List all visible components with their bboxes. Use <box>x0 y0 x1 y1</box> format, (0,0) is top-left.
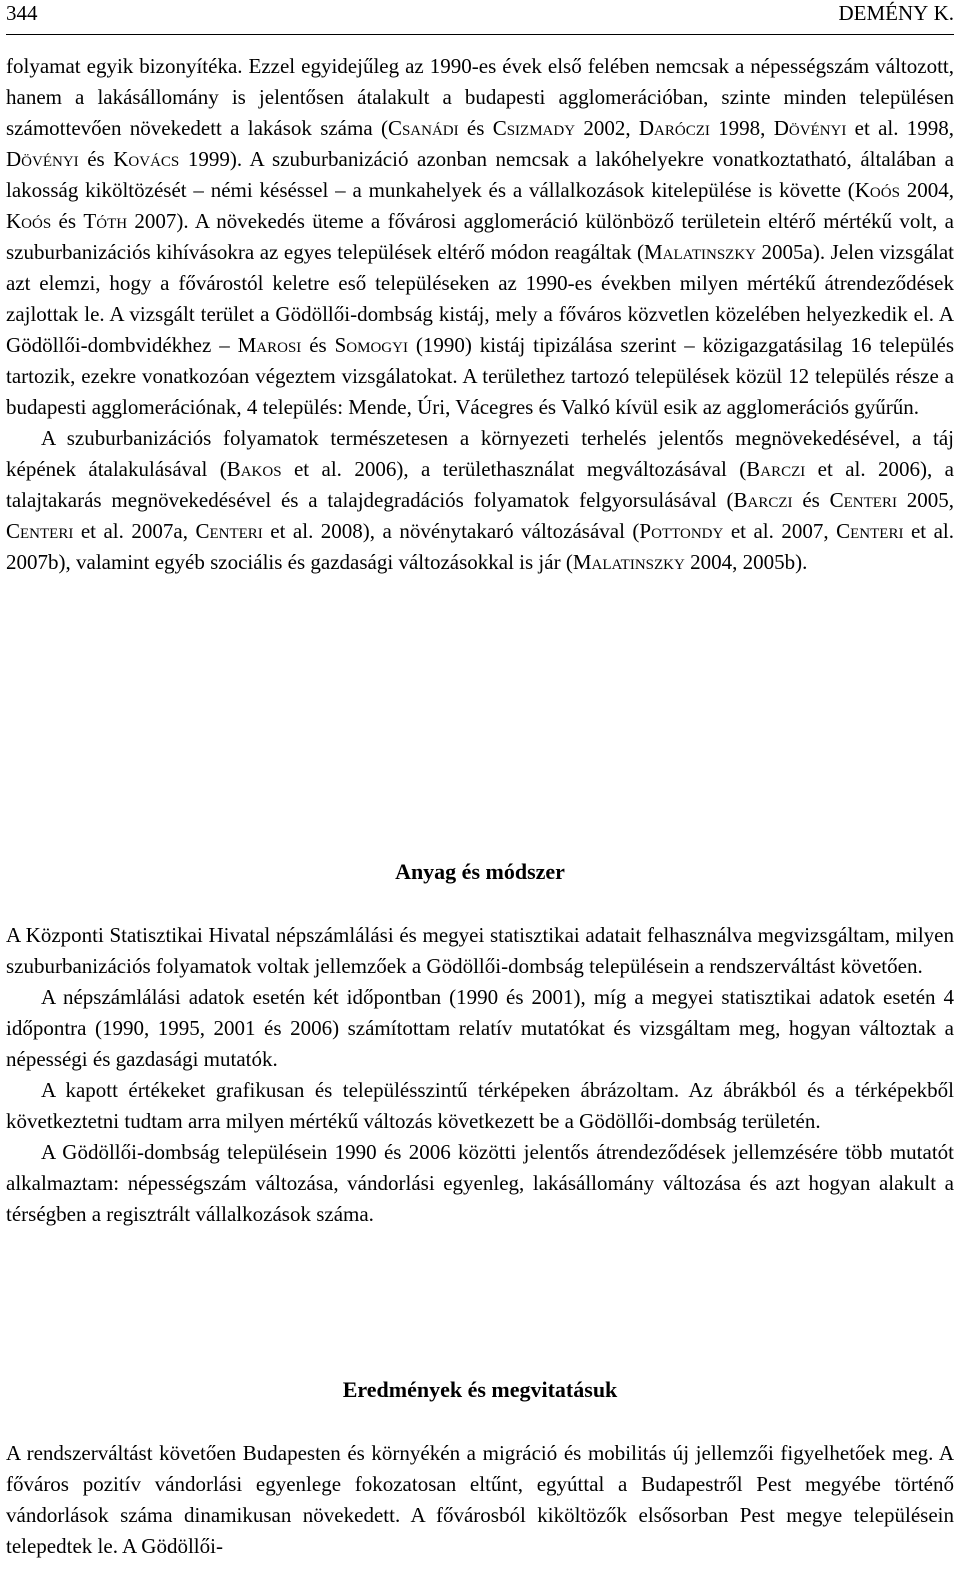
cited-author: Kovács <box>113 147 180 171</box>
page <box>6 0 955 1558</box>
methods-paragraph-2: A népszámlálási adatok esetén két időpontban (1990 és 2001), míg a megyei statisztikai adatok esetén 4 időpontra (1990, 1995, 2001 és 2006) számítottam relatív mutatókat és vizsgáltam meg, hogyan változtak a népességi és gazdasági mutatók. <box>6 985 954 1071</box>
cited-author: Koós <box>854 178 900 202</box>
cited-author: Koós <box>6 209 52 233</box>
author-initial: K. <box>933 1 954 25</box>
results-paragraph-1: A rendszerváltást követően Budapesten és környékén a migráció és mobilitás új jellemzői figyelhetőek meg. A főváros pozitív vándorlási egyenlege fokozatosan eltűnt, egyúttal a Budapestről Pest megyébe történő vándorlások száma dinamikusan növekedett. A fővárosból kiköltözők elsősorban Pest megye településein telepedtek le. A Gödöllői- <box>6 1441 954 1558</box>
author-surname-rest: EMÉNY <box>853 1 929 25</box>
methods-paragraph-3: A kapott értékeket grafikusan és településszintű térképeken ábrázoltam. Az ábrákból és a térképekből következtetni tudtam arra milyen mértékű változás következett be a Gödöllői-dombság területén. <box>6 1078 954 1133</box>
intro-paragraph-1: folyamat egyik bizonyítéka. Ezzel egyidejűleg az 1990-es évek első felében nemcsak a népességszám változott, hanem a lakásállomány is jelentősen átalakult a budapesti agglomerációban, szinte minden településen számottevően növekedett a lakások száma (Csanádi és Csizmady 2002, Daróczi 1998, Dövényi et al. 1998, Dövényi és Kovács 1999). A szuburbanizáció azonban nemcsak a lakóhelyekre vonatkoztatható, általában a lakosság kiköltözését – némi késéssel – a munkahelyek és a vállalkozások kitelepülése is követte (Koós 2004, Koós és Tóth 2007). A növekedés üteme a fővárosi agglomeráció különböző területein eltérő mértékű volt, a szuburbanizációs kihívásokra az egyes települések eltérő módon reagáltak (Malatinszky 2005a). Jelen vizsgálat azt elemzi, hogy a fővárostól keletre eső településeken az 1990-es években milyen mértékű átrendeződések zajlottak le. A vizsgált terület a Gödöllői-dombság kistáj, mely a főváros közvetlen közelében helyezkedik el. A Gödöllői-dombvidékhez – Marosi és Somogyi (1990) kistáj tipizálása szerint – közigazgatásilag 16 település tartozik, ezekre vonatkozóan végeztem vizsgálatokat. A területhez tartozó települések közül 12 település része a budapesti agglomerációnak, 4 település: Mende, Úri, Vácegres és Valkó kívül esik az agglomerációs gyűrűn. <box>6 54 955 419</box>
intro-paragraph-2: A szuburbanizációs folyamatok természetesen a környezeti terhelés jelentős megnövekedésével, a táj képének átalakulásával (Bakos et al. 2006), a területhasználat megváltozásával (Barczi et al. 2006), a talajtakarás megnövekedésével és a talajdegradációs folyamatok felgyorsulásával (Barczi és Centeri 2005, Centeri et al. 2007a, Centeri et al. 2008), a növénytakaró változásával (Pottondy et al. 2007, Centeri et al. 2007b), valamint egyéb szociális és gazdasági változásokkal is jár (Malatinszky 2004, 2005b). <box>6 426 955 574</box>
cited-author: Somogyi <box>334 333 408 357</box>
cited-author: Dövényi <box>773 116 847 140</box>
cited-author: Bakos <box>226 457 282 481</box>
cited-author: Centeri <box>6 519 74 543</box>
cited-author: Malatinszky <box>572 550 685 574</box>
results-text <box>6 1438 954 1562</box>
methods-text <box>6 920 954 1230</box>
cited-author: Barczi <box>746 457 806 481</box>
cited-author: Csanádi <box>387 116 459 140</box>
methods-paragraph-1: A Központi Statisztikai Hivatal népszámlálási és megyei statisztikai adatait felhasználva megvizsgáltam, milyen szuburbanizációs folyamatok voltak jellemzőek a Gödöllői-dombság településein a rendszerváltást követően. <box>6 923 954 978</box>
cited-author: Barczi <box>733 488 793 512</box>
cited-author: Pottondy <box>639 519 724 543</box>
methods-paragraph-4: A Gödöllői-dombság településein 1990 és 2006 közötti jelentős átrendeződések jellemzésére több mutatót alkalmaztam: népességszám változása, vándorlási egyenleg, lakásállomány változása és azt hogyan alakult a térségben a regisztrált vállalkozások száma. <box>6 1140 954 1226</box>
running-author <box>838 0 954 26</box>
cited-author: Marosi <box>237 333 302 357</box>
section-heading-methods: Anyag és módszer <box>395 859 565 884</box>
cited-author: Centeri <box>829 488 897 512</box>
cited-author: Dövényi <box>6 147 79 171</box>
cited-author: Centeri <box>195 519 263 543</box>
author-first-letter: D <box>838 1 854 25</box>
page-number: 344 <box>6 1 38 25</box>
cited-author: Centeri <box>836 519 904 543</box>
cited-author: Malatinszky <box>644 240 756 264</box>
cited-author: Tóth <box>83 209 128 233</box>
cited-author: Daróczi <box>638 116 710 140</box>
running-header <box>6 0 954 35</box>
intro-text <box>6 51 954 578</box>
section-heading-results: Eredmények és megvitatásuk <box>342 1377 618 1402</box>
cited-author: Csizmady <box>492 116 576 140</box>
